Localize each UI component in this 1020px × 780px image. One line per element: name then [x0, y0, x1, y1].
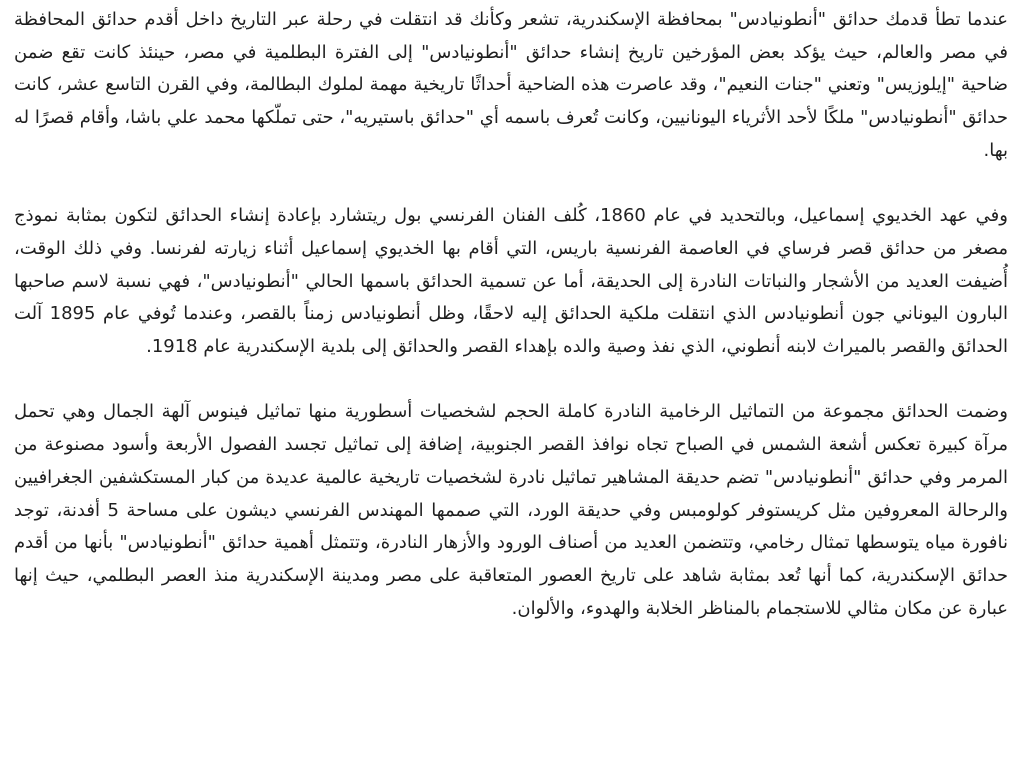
- article-body: [0, 4, 1020, 625]
- article-paragraph-1: عندما تطأ قدمك حدائق "أنطونيادس" بمحافظة الإسكندرية، تشعر وكأنك قد انتقلت في رحلة عبر التاريخ داخل أقدم حدائق المحافظة في مصر والعالم، حيث يؤكد بعض المؤرخين تاريخ إنشاء حدائق "أنطونيادس" إلى الفترة البطلمية في مصر، حينئذ كانت تقع ضمن ضاحية "إيلوزيس" وتعني "جنات النعيم"، وقد عاصرت هذه الضاحية أحداثًا تاريخية مهمة لملوك البطالمة، وفي القرن التاسع عشر، كانت حدائق "أنطونيادس" ملكًا لأحد الأثرياء اليونانيين، وكانت تُعرف باسمه أي "حدائق باستيريه"، حتى تملّكها محمد علي باشا، وأقام قصرًا له بها.: [14, 9, 1008, 161]
- article-paragraph-3: وضمت الحدائق مجموعة من التماثيل الرخامية النادرة كاملة الحجم لشخصيات أسطورية منها تماثيل فينوس آلهة الجمال وهي تحمل مرآة كبيرة تعكس أشعة الشمس في الصباح تجاه نوافذ القصر الجنوبية، إضافة إلى تماثيل تجسد الفصول الأربعة وأسود مصنوعة من المرمر وفي حدائق "أنطونيادس" تضم حديقة المشاهير تماثيل نادرة لشخصيات تاريخية عالمية عديدة من كبار المستكشفين الجغرافيين والرحالة المعروفين مثل كريستوفر كولومبس وفي حديقة الورد، التي صممها المهندس الفرنسي ديشون على مساحة 5 أفدنة، توجد نافورة مياه يتوسطها تمثال رخامي، وتتضمن العديد من أصناف الورود والأزهار النادرة، وتتمثل أهمية حدائق "أنطونيادس" بأنها من أقدم حدائق الإسكندرية، كما أنها تُعد بمثابة شاهد على تاريخ العصور المتعاقبة على مصر ومدينة الإسكندرية منذ العصر البطلمي، حيث إنها عبارة عن مكان مثالي للاستجمام بالمناظر الخلابة والهدوء، والألوان.: [14, 401, 1008, 619]
- article-paragraph-2: وفي عهد الخديوي إسماعيل، وبالتحديد في عام 1860، كُلف الفنان الفرنسي بول ريتشارد بإعادة إنشاء الحدائق لتكون بمثابة نموذج مصغر من حدائق قصر فرساي في العاصمة الفرنسية باريس، التي أقام بها الخديوي إسماعيل أثناء زيارته لفرنسا. وفي ذلك الوقت، أُضيفت العديد من الأشجار والنباتات النادرة إلى الحديقة، أما عن تسمية الحدائق باسمها الحالي "أنطونيادس"، فهي نسبة لاسم صاحبها البارون اليوناني جون أنطونيادس الذي انتقلت ملكية الحدائق إليه لاحقًا، وظل أنطونيادس زمناً بالقصر، وعندما تُوفي عام 1895 آلت الحدائق والقصر بالميراث لابنه أنطوني، الذي نفذ وصية والده بإهداء القصر والحدائق إلى بلدية الإسكندرية عام 1918.: [14, 205, 1008, 358]
